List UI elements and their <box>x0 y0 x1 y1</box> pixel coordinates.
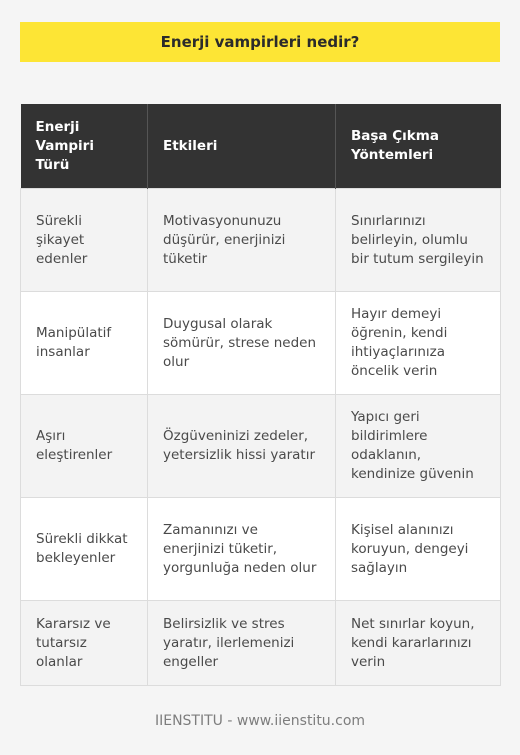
cell-type: Manipülatif insanlar <box>21 292 148 395</box>
table-row <box>21 189 501 292</box>
header-effects: Etkileri <box>148 104 336 189</box>
page-title: Enerji vampirleri nedir? <box>20 22 500 62</box>
table-header-row <box>21 104 501 189</box>
header-coping: Başa Çıkma Yöntemleri <box>336 104 501 189</box>
table-row <box>21 395 501 498</box>
cell-coping: Yapıcı geri bildirimlere odaklanın, kendinize güvenin <box>336 395 501 498</box>
cell-coping: Kişisel alanınızı koruyun, dengeyi sağlayın <box>336 498 501 601</box>
cell-effects: Zamanınızı ve enerjinizi tüketir, yorgunluğa neden olur <box>148 498 336 601</box>
cell-type: Sürekli şikayet edenler <box>21 189 148 292</box>
cell-effects: Özgüveninizi zedeler, yetersizlik hissi yaratır <box>148 395 336 498</box>
cell-effects: Belirsizlik ve stres yaratır, ilerlemenizi engeller <box>148 601 336 686</box>
table-row <box>21 498 501 601</box>
footer-credit: IIENSTITU - www.iienstitu.com <box>154 713 366 729</box>
cell-coping: Hayır demeyi öğrenin, kendi ihtiyaçlarınıza öncelik verin <box>336 292 501 395</box>
header-type: Enerji Vampiri Türü <box>21 104 148 189</box>
cell-effects: Motivasyonunuzu düşürür, enerjinizi tüketir <box>148 189 336 292</box>
cell-type: Kararsız ve tutarsız olanlar <box>21 601 148 686</box>
cell-type: Aşırı eleştirenler <box>21 395 148 498</box>
energy-vampires-table <box>20 104 501 686</box>
table-row <box>21 601 501 686</box>
cell-effects: Duygusal olarak sömürür, strese neden olur <box>148 292 336 395</box>
table-row <box>21 292 501 395</box>
cell-coping: Sınırlarınızı belirleyin, olumlu bir tutum sergileyin <box>336 189 501 292</box>
cell-type: Sürekli dikkat bekleyenler <box>21 498 148 601</box>
cell-coping: Net sınırlar koyun, kendi kararlarınızı verin <box>336 601 501 686</box>
